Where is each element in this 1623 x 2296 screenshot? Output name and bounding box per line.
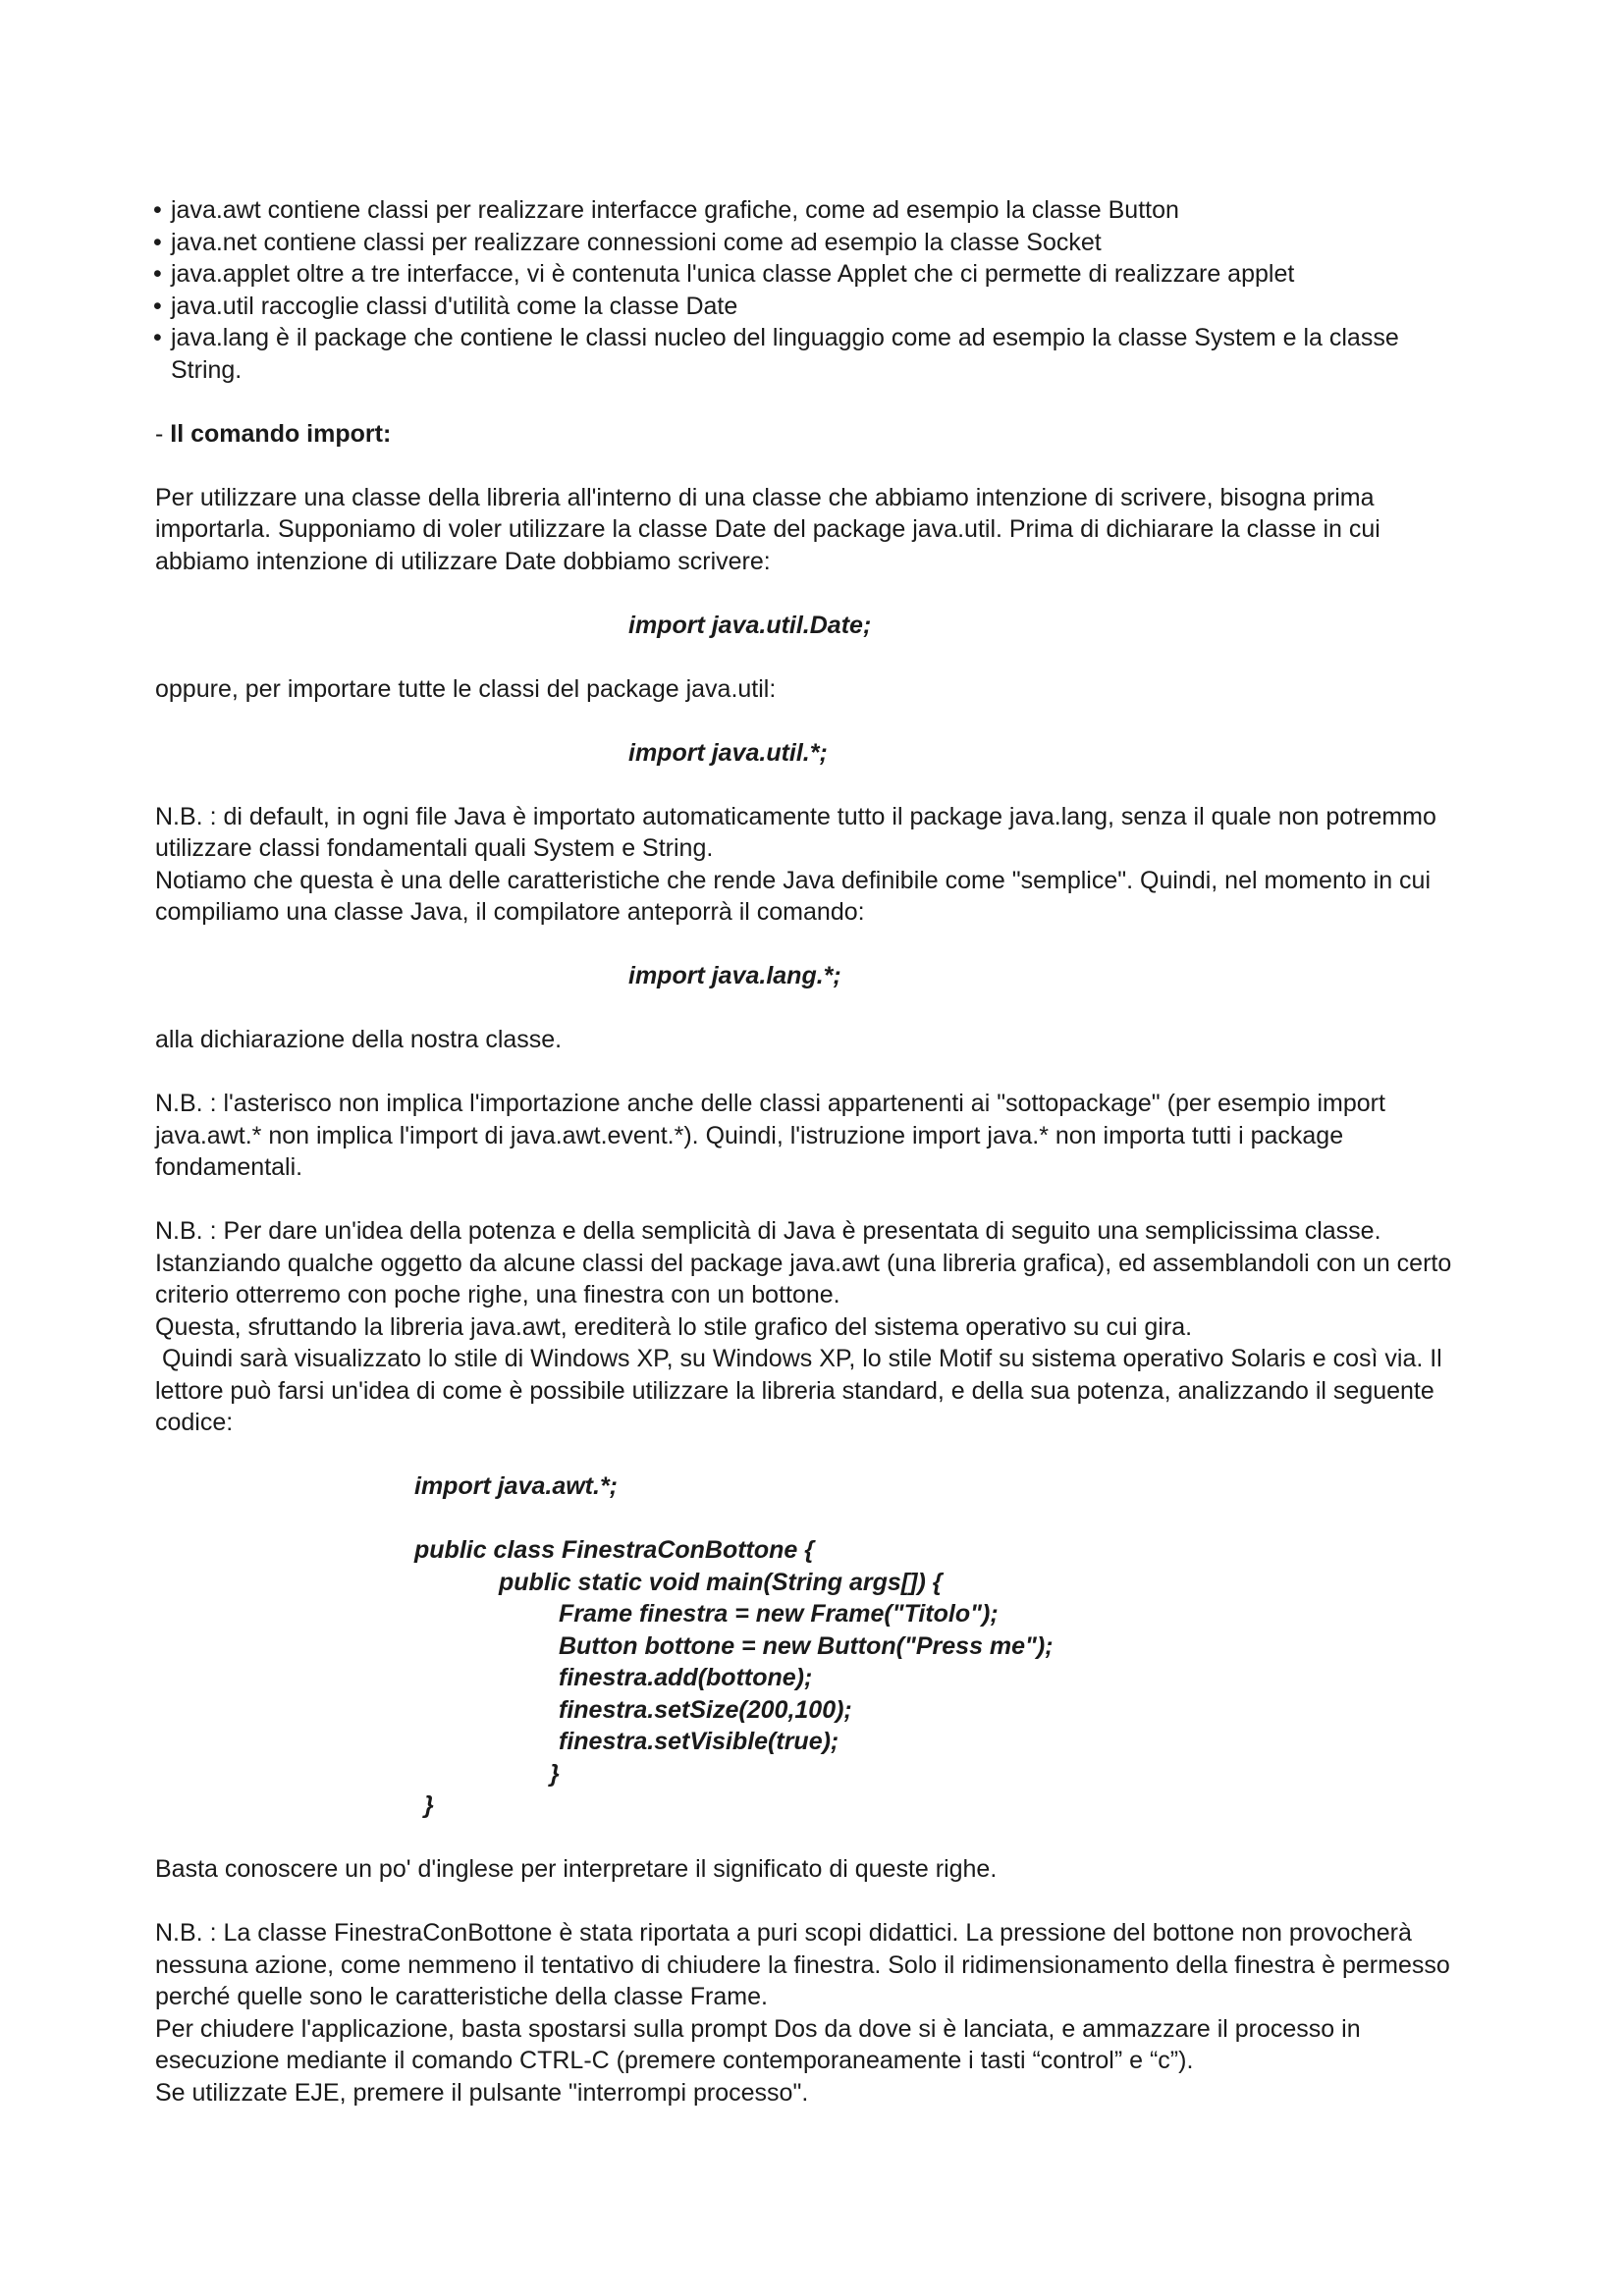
code-line-button: Button bottone = new Button("Press me"); xyxy=(559,1631,1054,1660)
bullet-icon: • xyxy=(153,324,162,351)
paragraph-import-intro: Per utilizzare una classe della libreria all'interno di una classe che abbiamo intenzione di scrivere, bisogna prima importarla. Supponiamo di voler utilizzare la classe Date del package java.util. Prima di dichiarare la classe in cui abbiamo intenzione di utilizzare Date dobbiamo scrivere: xyxy=(155,483,1380,575)
paragraph-questa: Questa, sfruttando la libreria java.awt, erediterà lo stile grafico del sistema operativo su cui gira. xyxy=(155,1312,1193,1341)
paragraph-nb-asterisco: N.B. : l'asterisco non implica l'importazione anche delle classi appartenenti ai "sottopackage" (per esempio import java.awt.* non implica l'import di java.awt.event.*). Quindi, l'istruzione import java.* non importa tutti i package fondamentali. xyxy=(155,1090,1385,1181)
code-line-blank xyxy=(155,1503,1471,1535)
package-list xyxy=(155,194,1471,386)
paragraph-chiudere: Per chiudere l'applicazione, basta spostarsi sulla prompt Dos da dove si è lanciata, e ammazzare il processo in esecuzione mediante il comando CTRL-C (premere contemporaneamente i tasti “control” e “c”). xyxy=(155,2014,1361,2074)
code-import-lang: import java.lang.*; xyxy=(628,962,841,989)
code-listing xyxy=(155,1470,1471,1822)
list-item: • java.net contiene classi per realizzare connessioni come ad esempio la classe Socket xyxy=(155,227,1471,259)
bullet-icon: • xyxy=(153,260,162,288)
bullet-icon: • xyxy=(153,228,162,256)
list-item: • java.applet oltre a tre interfacce, vi è contenuta l'unica classe Applet che ci permette di realizzare applet xyxy=(155,258,1471,291)
code-import-util: import java.util.*; xyxy=(628,738,828,767)
code-import-date: import java.util.Date; xyxy=(628,611,872,639)
paragraph-eje: Se utilizzate EJE, premere il pulsante "interrompi processo". xyxy=(155,2078,809,2107)
paragraph-quindi: Quindi sarà visualizzato lo stile di Windows XP, su Windows XP, lo stile Motif su sistema operativo Solaris e così via. Il lettore può farsi un'idea di come è possibile utilizzare la libreria standard, e della sua potenza, analizzando il seguente codice: xyxy=(155,1345,1449,1436)
list-item: • java.awt contiene classi per realizzare interfacce grafiche, come ad esempio la classe Button xyxy=(155,194,1471,227)
paragraph-basta: Basta conoscere un po' d'inglese per interpretare il significato di queste righe. xyxy=(155,1855,998,1883)
code-line-frame: Frame finestra = new Frame("Titolo"); xyxy=(559,1600,999,1628)
paragraph-nb-potenza: N.B. : Per dare un'idea della potenza e della semplicità di Java è presentata di seguito una semplicissima classe. Istanziando qualche oggetto da alcune classi del package java.awt (una libreria grafica), ed assemblandoli con un certo criterio otterremo con poche righe, una finestra con un bottone. xyxy=(155,1217,1452,1308)
paragraph-dichiarazione: alla dichiarazione della nostra classe. xyxy=(155,1026,563,1053)
paragraph-nb-default: N.B. : di default, in ogni file Java è importato automaticamente tutto il package java.lang, senza il quale non potremmo utilizzare classi fondamentali quali System e String. xyxy=(155,802,1436,862)
bullet-icon: • xyxy=(153,292,162,320)
code-line-close-class: } xyxy=(424,1791,434,1819)
section-heading: - Il comando import: xyxy=(155,419,392,448)
paragraph-notiamo: Notiamo che questa è una delle caratteristiche che rende Java definibile come "semplice". Quindi, nel momento in cui compiliamo una classe Java, il compilatore anteporrà il comando: xyxy=(155,866,1431,926)
code-line-class: public class FinestraConBottone { xyxy=(414,1536,815,1564)
document-page xyxy=(155,194,1471,2109)
paragraph-oppure: oppure, per importare tutte le classi del package java.util: xyxy=(155,674,777,703)
code-line-visible: finestra.setVisible(true); xyxy=(559,1728,839,1755)
bullet-icon: • xyxy=(153,196,162,224)
code-line-close-main: } xyxy=(550,1759,560,1788)
code-line-main: public static void main(String args[]) { xyxy=(499,1568,943,1596)
list-item: • java.lang è il package che contiene le classi nucleo del linguaggio come ad esempio la classe System e la classe String. xyxy=(153,324,1399,384)
paragraph-nb-didattici: N.B. : La classe FinestraConBottone è stata riportata a puri scopi didattici. La pressione del bottone non provocherà nessuna azione, come nemmeno il tentativo di chiudere la finestra. Solo il ridimensionamento della finestra è permesso perché quelle sono le caratteristiche della classe Frame. xyxy=(155,1919,1450,2010)
code-line-import: import java.awt.*; xyxy=(414,1472,618,1500)
code-line-add: finestra.add(bottone); xyxy=(559,1664,813,1691)
code-line-size: finestra.setSize(200,100); xyxy=(559,1695,852,1724)
list-item: • java.util raccoglie classi d'utilità come la classe Date xyxy=(155,291,1471,323)
